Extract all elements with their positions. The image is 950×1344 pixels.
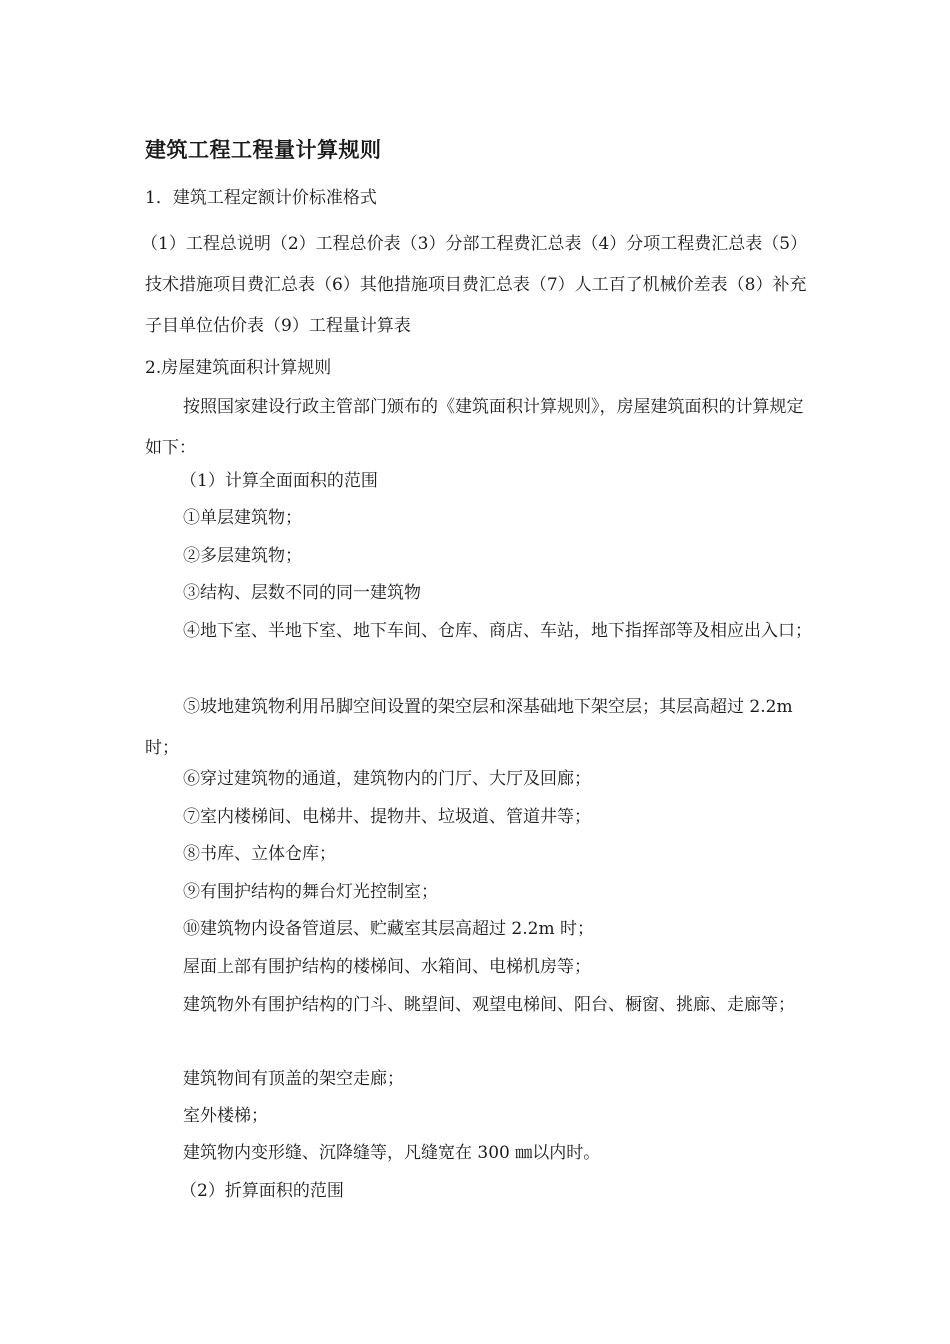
- list-item: 屋面上部有围护结构的楼梯间、水箱间、电梯机房等；: [183, 957, 591, 977]
- document-title: 建筑工程工程量计算规则: [145, 138, 382, 162]
- list-item: ③结构、层数不同的同一建筑物: [183, 583, 421, 603]
- list-item: ⑧书库、立体仓库；: [183, 844, 336, 864]
- list-item: 室外楼梯；: [183, 1106, 268, 1126]
- list-item: 建筑物内变形缝、沉降缝等，凡缝宽在 300 ㎜以内时。: [183, 1143, 601, 1163]
- subsection-heading-1: （1）计算全面面积的范围: [180, 471, 378, 491]
- list-item: ⑤坡地建筑物利用吊脚空间设置的架空层和深基础地下架空层；其层高超过 2.2m 时；: [145, 697, 793, 758]
- form-list-paragraph: （1）工程总说明（2）工程总价表（3）分部工程费汇总表（4）分项工程费汇总表（5）技术措施项目费汇总表（6）其他措施项目费汇总表（7）人工百了机械价差表（8）补充子目单位估价表（9）工程量计算表: [141, 234, 808, 336]
- list-item: ⑩建筑物内设备管道层、贮藏室其层高超过 2.2m 时；: [183, 919, 594, 939]
- list-item: ①单层建筑物；: [183, 508, 302, 528]
- list-item: 建筑物外有围护结构的门斗、眺望间、观望电梯间、阳台、橱窗、挑廊、走廊等；: [183, 995, 795, 1015]
- list-item: ⑨有围护结构的舞台灯光控制室；: [183, 882, 438, 902]
- section-heading-2: 2.房屋建筑面积计算规则: [145, 358, 332, 378]
- list-item: ②多层建筑物；: [183, 546, 302, 566]
- list-item: ⑥穿过建筑物的通道，建筑物内的门厅、大厅及回廊；: [183, 769, 591, 789]
- list-item: ⑦室内楼梯间、电梯井、提物井、垃圾道、管道井等；: [183, 807, 591, 827]
- subsection-heading-2: （2）折算面积的范围: [180, 1181, 344, 1201]
- list-item: 建筑物间有顶盖的架空走廊；: [183, 1069, 404, 1089]
- intro-paragraph: 按照国家建设行政主管部门颁布的《建筑面积计算规则》，房屋建筑面积的计算规定如下：: [145, 397, 804, 458]
- list-item: ④地下室、半地下室、地下车间、仓库、商店、车站，地下指挥部等及相应出入口；: [183, 621, 812, 641]
- section-heading-1: 1．建筑工程定额计价标准格式: [145, 188, 377, 208]
